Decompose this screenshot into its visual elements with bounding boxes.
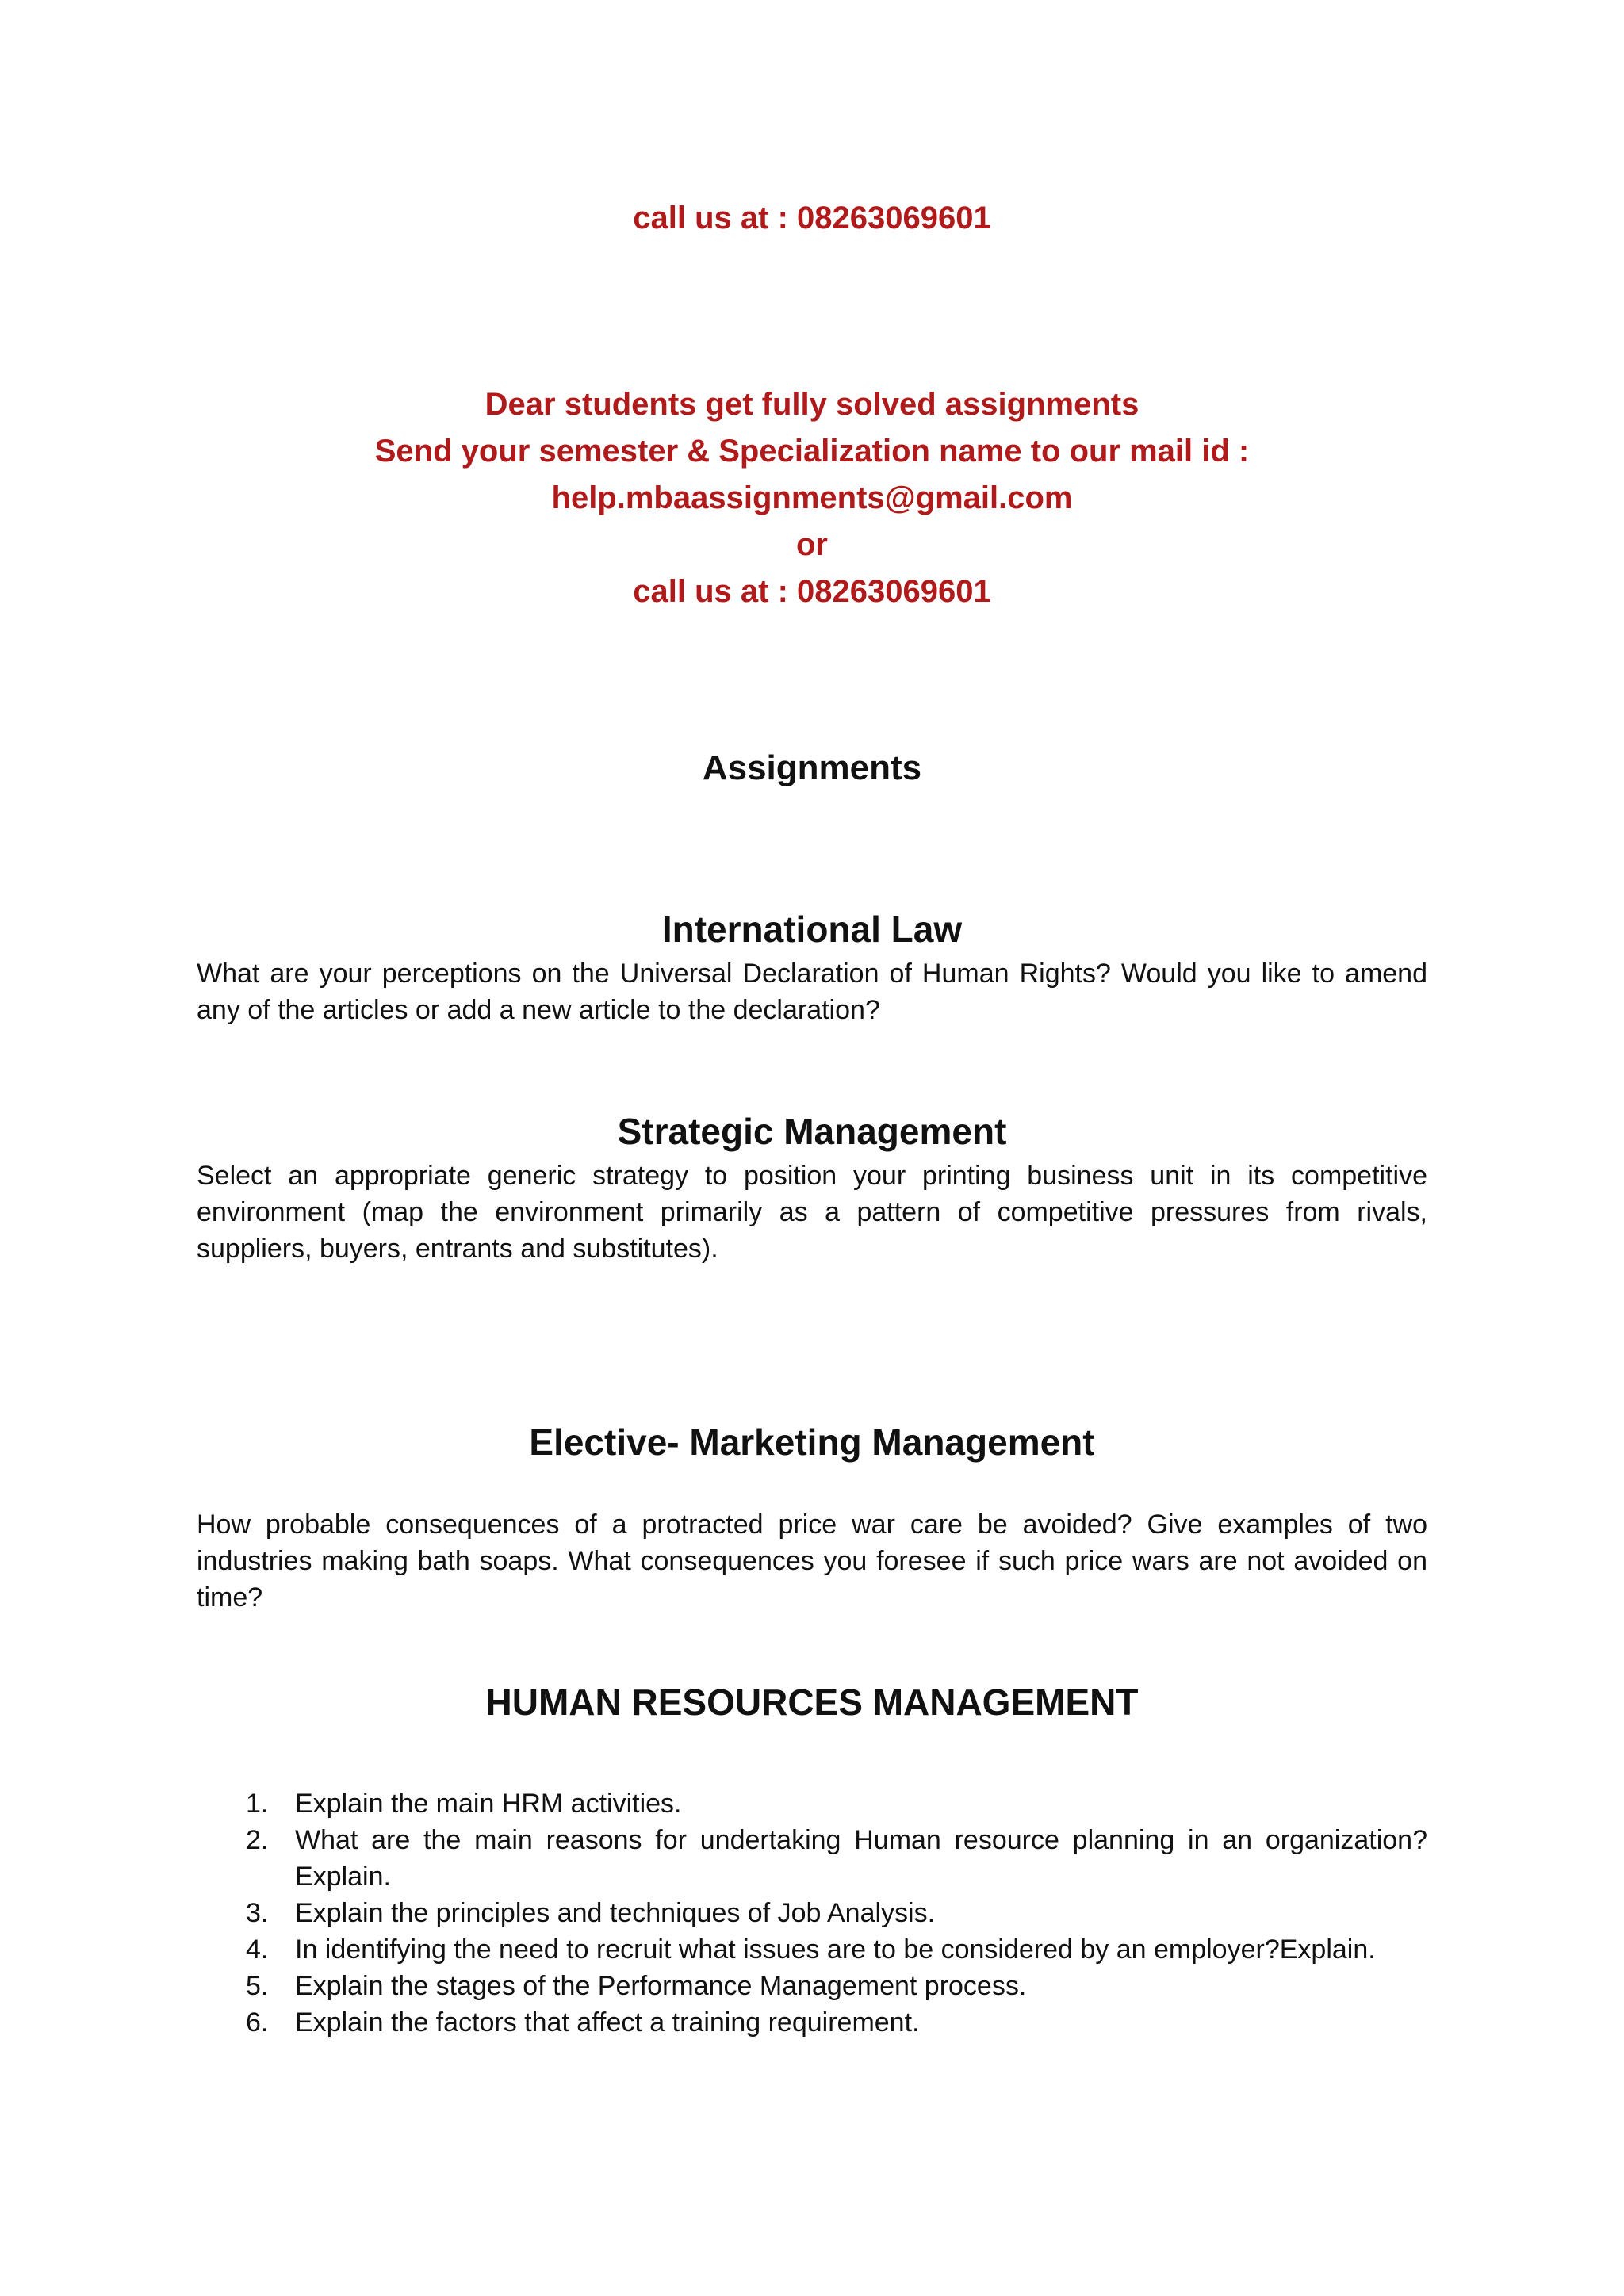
heading-strategic-management: Strategic Management [617, 1111, 1007, 1152]
page-title: Assignments [702, 748, 922, 787]
list-item-number: 1. [246, 1789, 269, 1819]
promo-email: help.mbaassignments@gmail.com [551, 480, 1073, 515]
list-item-text: In identifying the need to recruit what issues are to be considered by an employer?Explain. [295, 1934, 1376, 1965]
list-item [197, 2004, 1427, 2041]
list-item-text: What are the main reasons for undertaking Human resource planning in an organization?Explain. [295, 1825, 1427, 1892]
call-us-top: call us at : 08263069601 [633, 201, 991, 235]
list-item-text: Explain the main HRM activities. [295, 1789, 682, 1819]
hrm-question-list [197, 1785, 1427, 2041]
list-item-number: 3. [246, 1898, 269, 1928]
list-item-number: 6. [246, 2007, 269, 2038]
list-item [197, 1785, 1427, 1822]
list-item-number: 4. [246, 1934, 269, 1965]
text-marketing-management: How probable consequences of a protracted price war care be avoided? Give examples of two industries making bath soaps. What consequences you foresee if such price wars are not avoided on time? [197, 1510, 1427, 1613]
promo-block [0, 381, 1624, 615]
list-item-text: Explain the factors that affect a training requirement. [295, 2007, 920, 2038]
list-item [197, 1968, 1427, 2004]
text-international-law: What are your perceptions on the Universal Declaration of Human Rights? Would you like to amend any of the articles or add a new article to the declaration? [197, 959, 1427, 1025]
heading-hrm: HUMAN RESOURCES MANAGEMENT [485, 1682, 1139, 1723]
promo-call: call us at : 08263069601 [633, 574, 991, 609]
list-item [197, 1822, 1427, 1895]
promo-line-1: Dear students get fully solved assignments [485, 387, 1139, 422]
heading-marketing-management: Elective- Marketing Management [529, 1422, 1095, 1463]
promo-line-2: Send your semester & Specialization name to our mail id : [374, 434, 1250, 469]
list-item-text: Explain the stages of the Performance Management process. [295, 1971, 1027, 2001]
promo-or: or [796, 527, 828, 562]
list-item-number: 5. [246, 1971, 269, 2001]
heading-international-law: International Law [661, 909, 963, 950]
text-strategic-management: Select an appropriate generic strategy to position your printing business unit in its competitive environment (map the environment primarily as a pattern of competitive pressures from rivals, suppliers, buyers, entrants and substitutes). [197, 1161, 1427, 1264]
list-item-number: 2. [246, 1825, 269, 1855]
list-item-text: Explain the principles and techniques of Job Analysis. [295, 1898, 936, 1928]
list-item [197, 1931, 1427, 1968]
list-item [197, 1895, 1427, 1931]
